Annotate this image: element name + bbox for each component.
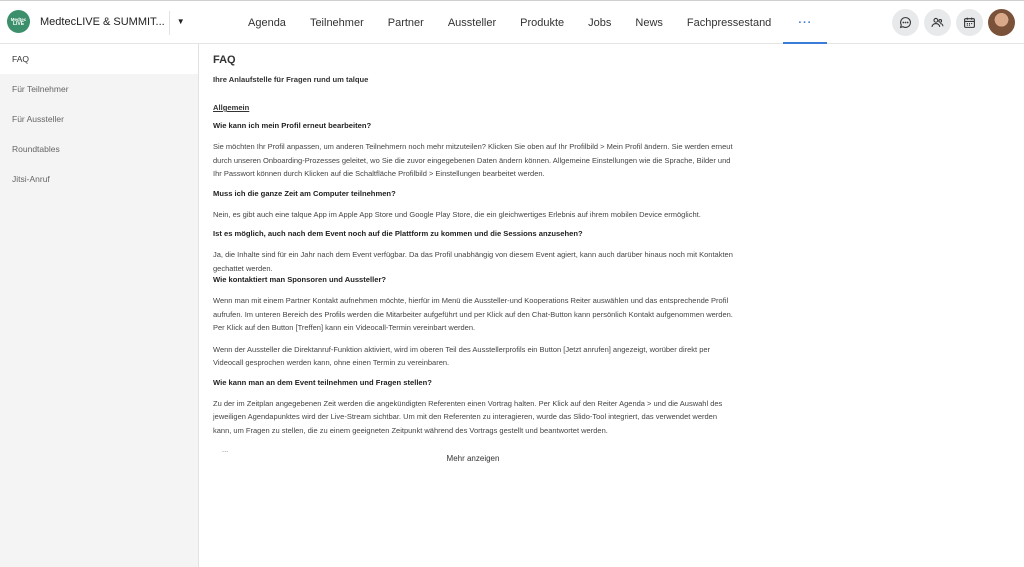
section-heading: Allgemein [213,103,250,112]
faq-answer: Nein, es gibt auch eine talque App im Apple App Store und Google Play Store, die ein gleichwertiges Erlebnis auf ihrem mobilen Device ermöglicht. [213,209,701,219]
faq-question: Ist es möglich, auch nach dem Event noch auf die Plattform zu kommen und die Sessions anzusehen? [213,229,583,238]
faq-answer: Wenn der Aussteller die Direktanruf-Funktion aktiviert, wird im oberen Teil des Ausstellerprofils ein Button [Jetzt anrufen] angezeigt, worüber direkt per Videocall gesprochen werden kann, ohne einen Termin zu vereinbaren. [213,344,711,367]
faq-answer: Ja, die Inhalte sind für ein Jahr nach dem Event verfügbar. Da das Profil unabhängig von diesem Event agiert, kann auch darüber hinaus noch mit Kontakten gechattet werden. [213,250,733,273]
faq-question: Wie kontaktiert man Sponsoren und Aussteller? [213,275,387,284]
page-subtitle: Ihre Anlaufstelle für Fragen rund um talque [213,75,369,84]
sidebar-item-faq[interactable]: FAQ [0,44,198,74]
nav-fachpressestand[interactable]: Fachpressestand [686,17,772,29]
logo-text-line2: LIVE [12,20,25,27]
faq-content [213,54,733,463]
header-divider [169,11,170,35]
calendar-button[interactable] [956,9,983,36]
show-more-button[interactable]: Mehr anzeigen [446,454,500,463]
contacts-button[interactable] [924,9,951,36]
truncation-ellipsis: ... [222,445,229,454]
event-switcher[interactable] [7,10,185,33]
logo-text-line1: Medtec [10,16,27,22]
nav-agenda[interactable]: Agenda [248,17,286,29]
event-logo [7,10,30,33]
faq-answer: Sie möchten Ihr Profil anpassen, um anderen Teilnehmern noch mehr mitzuteilen? Klicken Sie oben auf Ihr Profilbild > Mein Profil ändern. Sie werden erneut durch unseren Onboarding-Prozesses geleitet, wo Sie die zuvor eingegebenen Daten ändern können. Allgemeine Einstellungen wie die Sprache, Bilder und Ihr Passwort können durch Klicken auf die Schaltfläche Profilbild > Einstellungen bearbeitet werden. [213,142,733,178]
nav-partner[interactable]: Partner [387,17,424,29]
top-header [0,0,1024,44]
header-actions [892,9,1015,36]
sidebar-item-jitsi-anruf[interactable]: Jitsi-Anruf [12,174,50,184]
sidebar-item-roundtables[interactable]: Roundtables [12,144,60,154]
page-title: FAQ [213,54,236,66]
sidebar [0,44,199,567]
sidebar-item-fuer-teilnehmer[interactable]: Für Teilnehmer [12,84,69,94]
chat-icon [899,16,912,29]
faq-question: Muss ich die ganze Zeit am Computer teilnehmen? [213,188,396,198]
faq-answer: Wenn man mit einem Partner Kontakt aufnehmen möchte, hierfür im Menü die Aussteller-und Kooperations Reiter auswählen und das entsprechende Profil aufrufen. Im unteren Bereich des Profils werden die Mitarbeiter aufgeführt und per Klick auf den Chat-Button kann persönlich Kontakt aufgenommen werden. [213,296,733,319]
nav-aussteller[interactable]: Aussteller [447,17,497,29]
nav-news[interactable]: News [635,17,663,29]
faq-question: Wie kann man an dem Event teilnehmen und Fragen stellen? [213,377,432,387]
nav-produkte[interactable]: Produkte [520,17,565,29]
faq-answer: Per Klick auf den Button [Treffen] kann ein Videocall-Termin vereinbart werden. [213,323,476,332]
user-avatar[interactable] [988,9,1015,36]
nav-jobs[interactable]: Jobs [588,17,612,29]
chat-button[interactable] [892,9,919,36]
main-nav [236,1,827,45]
people-icon [931,16,944,29]
nav-teilnehmer[interactable]: Teilnehmer [309,17,364,29]
calendar-icon [963,16,976,29]
nav-more-menu[interactable]: ··· [783,1,827,45]
faq-question: Wie kann ich mein Profil erneut bearbeiten? [213,121,372,130]
event-name[interactable]: MedtecLIVE & SUMMIT... [40,15,165,28]
faq-answer: Zu der im Zeitplan angegebenen Zeit werden die angekündigten Referenten einen Vortrag halten. Per Klick auf den Reiter Agenda > und die Auswahl des jeweiligen Agendapunktes wird der Live-Stream sichtbar. Um mit den Referenten zu interagieren, wurde das Slido-Tool integriert, das verwendet werden kann, um Fragen zu stellen, die zu einem geeigneten Zeitpunkt während des Vortrags gestellt und beantwortet werden. [213,398,723,435]
caret-down-icon[interactable]: ▼ [176,17,185,26]
sidebar-item-fuer-aussteller[interactable]: Für Aussteller [12,114,64,124]
